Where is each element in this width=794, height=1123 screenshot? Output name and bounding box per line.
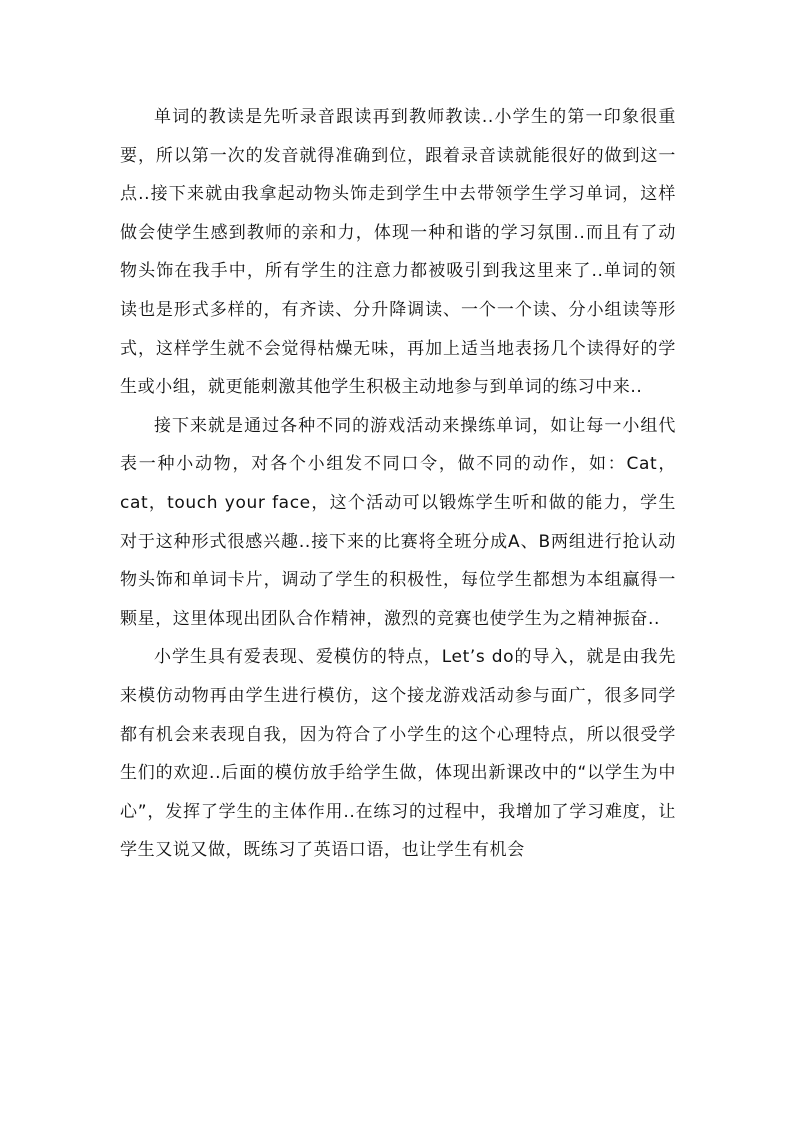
paragraph-lets-do: 小学生具有爱表现、爱模仿的特点，Let’s do的导入，就是由我先来模仿动物再由学生进行模仿，这个接龙游戏活动参与面广，很多同学都有机会来表现自我，因为符合了小学生的这个心理特点，所以很受学生们的欢迎..后面的模仿放手给学生做，体现出新课改中的“以学生为中心”，发挥了学生的主体作用..在练习的过程中，我增加了学习难度，让学生又说又做，既练习了英语口语，也让学生有机会: [120, 647, 676, 861]
paragraph-game-activities: 接下来就是通过各种不同的游戏活动来操练单词，如让每一小组代表一种小动物，对各个小组发不同口令，做不同的动作，如：Cat，cat，touch your face，这个活动可以锻炼学生听和做的能力，学生对于这种形式很感兴趣..接下来的比赛将全班分成A、B两组进行抢认动物头饰和单词卡片，调动了学生的积极性，每位学生都想为本组赢得一颗星，这里体现出团队合作精神，激烈的竞赛也使学生为之精神振奋..: [120, 415, 676, 629]
document-body: [120, 98, 676, 870]
paragraph-word-teaching: 单词的教读是先听录音跟读再到教师教读..小学生的第一印象很重要，所以第一次的发音就得准确到位，跟着录音读就能很好的做到这一点..接下来就由我拿起动物头饰走到学生中去带领学生学习单词，这样做会使学生感到教师的亲和力，体现一种和谐的学习氛围..而且有了动物头饰在我手中，所有学生的注意力都被吸引到我这里来了..单词的领读也是形式多样的，有齐读、分升降调读、一个一个读、分小组读等形式，这样学生就不会觉得枯燥无味，再加上适当地表扬几个读得好的学生或小组，就更能刺激其他学生积极主动地参与到单词的练习中来..: [120, 107, 676, 398]
